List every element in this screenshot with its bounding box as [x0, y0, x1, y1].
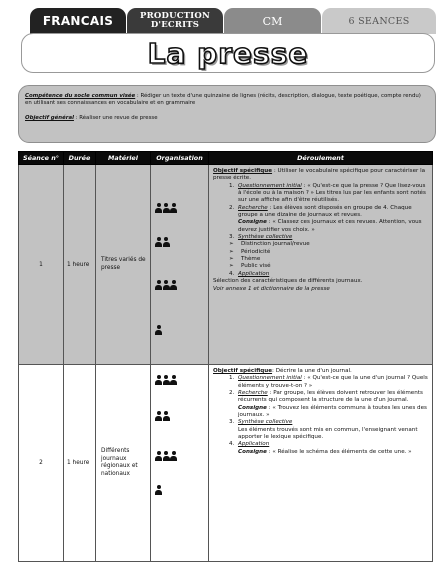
tab-domain-line1: PRODUCTION [140, 11, 210, 21]
step-label: Recherche [238, 390, 268, 397]
group-of-two-icon [155, 411, 170, 421]
step-item [213, 419, 428, 441]
list-item-text: Distinction journal/revue [241, 241, 310, 248]
sessions-table [18, 151, 433, 562]
consigne-text: : « Trouvez les éléments communs à toutes les unes des journaux. » [238, 404, 427, 419]
application-text: Sélection des caractéristiques de différents journaux. [213, 278, 363, 285]
cell-seance: 1 [19, 165, 64, 365]
tab-subject [30, 8, 126, 34]
step-number: 3. [229, 419, 235, 426]
tab-sessions [322, 8, 436, 34]
consigne-label: Consigne [238, 219, 267, 226]
tab-domain [127, 8, 223, 34]
competence-label: Compétence du socle commun visée [25, 93, 136, 99]
step-label: Questionnement initial [238, 182, 302, 189]
cell-duree: 1 heure [64, 365, 96, 562]
header-tabs [30, 8, 436, 34]
arrow-bullet-icon: ➢ [229, 241, 234, 248]
arrow-bullet-icon: ➢ [229, 263, 234, 270]
step-number: 2. [229, 204, 235, 211]
arrow-bullet-icon: ➢ [229, 248, 234, 255]
step-item [213, 441, 428, 456]
group-of-three-icon [155, 280, 177, 290]
cell-deroulement [209, 165, 433, 365]
step-number: 3. [229, 234, 235, 241]
tab-domain-line2: D'ECRITS [150, 20, 200, 30]
objective-specific-label: Objectif spécifique [213, 168, 273, 174]
step-label: Application [238, 441, 270, 448]
consigne-text: : « Classez ces journaux et ces revues. Attention, vous devrez justifier vos choix. » [238, 219, 422, 233]
group-of-three-icon [155, 203, 177, 213]
step-number: 2. [229, 390, 235, 397]
header-materiel: Matériel [96, 152, 151, 165]
cell-organisation [151, 365, 209, 562]
step-text: : Par groupe, les élèves doivent retrouver les éléments récurrents qui composent la structure de la une d'un journal. [238, 390, 423, 404]
person-icon [155, 325, 162, 335]
cell-materiel: Différents journaux régionaux et nationaux [96, 365, 151, 562]
competence-box [18, 85, 436, 143]
tab-level-label: CM [262, 14, 283, 28]
tab-subject-label: FRANCAIS [42, 14, 114, 28]
step-text: : « Qu'est-ce que la presse ? Que lisez-vous à l'école ou à la maison ? » Les titres lus par les enfants sont notés sur une affiche afin d'être réutilisés. [238, 182, 426, 204]
table-row [19, 165, 433, 365]
objective-specific-text: : Décrire la une d'un journal. [272, 368, 352, 374]
step-number: 4. [229, 270, 235, 277]
table-row [19, 365, 433, 562]
step-number: 1. [229, 375, 235, 382]
step-item [213, 234, 428, 241]
tab-level [224, 8, 321, 34]
step-label: Application [238, 270, 270, 277]
competence-paragraph [25, 93, 429, 108]
list-item-text: Public visé [241, 263, 271, 270]
tab-sessions-label: 6 SEANCES [348, 15, 410, 27]
cell-deroulement [209, 365, 433, 562]
list-item [213, 241, 428, 248]
cell-duree: 1 heure [64, 165, 96, 365]
step-text: : « Qu'est-ce que la une d'un journal ? Quels éléments y trouve-t-on ? » [238, 375, 428, 389]
step-label: Recherche [238, 204, 268, 211]
cell-materiel: Titres variés de presse [96, 165, 151, 365]
step-item [213, 375, 428, 390]
arrow-bullet-icon: ➢ [229, 256, 234, 263]
step-text: : Les élèves sont disposés en groupe de 4. Chaque groupe a une dizaine de journaux et revues. [238, 204, 412, 219]
annex-note: Voir annexe 1 et dictionnaire de la presse [213, 285, 330, 292]
step-label: Synthèse collective [238, 419, 293, 426]
objective-specific-text: : Utiliser le vocabulaire spécifique pour caractériser la presse écrite. [213, 168, 426, 182]
group-of-three-icon [155, 451, 177, 461]
step-item [213, 390, 428, 419]
consigne-label: Consigne [238, 404, 267, 411]
objective-line [213, 168, 428, 183]
objective-text: : Réaliser une revue de presse [73, 114, 158, 121]
list-item-text: Périodicité [241, 248, 271, 255]
header-seance: Séance n° [19, 152, 64, 165]
step-text: Les éléments trouvés sont mis en commun, l'enseignant venant apporter le lexique spécifique. [238, 426, 418, 441]
consigne-text: : « Réalise le schéma des éléments de cette une. » [266, 448, 412, 455]
group-of-three-icon [155, 375, 177, 385]
objective-specific-label: Objectif spécifique [213, 368, 273, 374]
objective-label: Objectif général [25, 114, 74, 121]
header-deroulement: Déroulement [209, 152, 433, 165]
header-duree: Durée [64, 152, 96, 165]
table-header-row [19, 152, 433, 165]
cell-organisation [151, 165, 209, 365]
step-label: Questionnement initial [238, 375, 302, 382]
step-item [213, 183, 428, 205]
step-number: 1. [229, 182, 235, 189]
objective-line [213, 368, 428, 375]
group-of-two-icon [155, 237, 170, 247]
header-organisation: Organisation [151, 152, 209, 165]
page-title: La presse [147, 36, 309, 70]
step-item [213, 205, 428, 234]
list-item-text: Thème [241, 256, 261, 263]
step-number: 4. [229, 441, 235, 448]
competence-text: : Rédiger un texte d'une quinzaine de lignes (récits, description, dialogue, texte poétique, compte rendu) en utilisant ses connaissances en vocabulaire et en grammaire [25, 93, 421, 107]
cell-seance: 2 [19, 365, 64, 562]
objective-paragraph [25, 115, 429, 122]
person-icon [155, 485, 162, 495]
step-label: Synthèse collective [238, 234, 293, 241]
list-item [213, 263, 428, 270]
consigne-label: Consigne [238, 448, 267, 455]
page-title-box [21, 33, 435, 73]
